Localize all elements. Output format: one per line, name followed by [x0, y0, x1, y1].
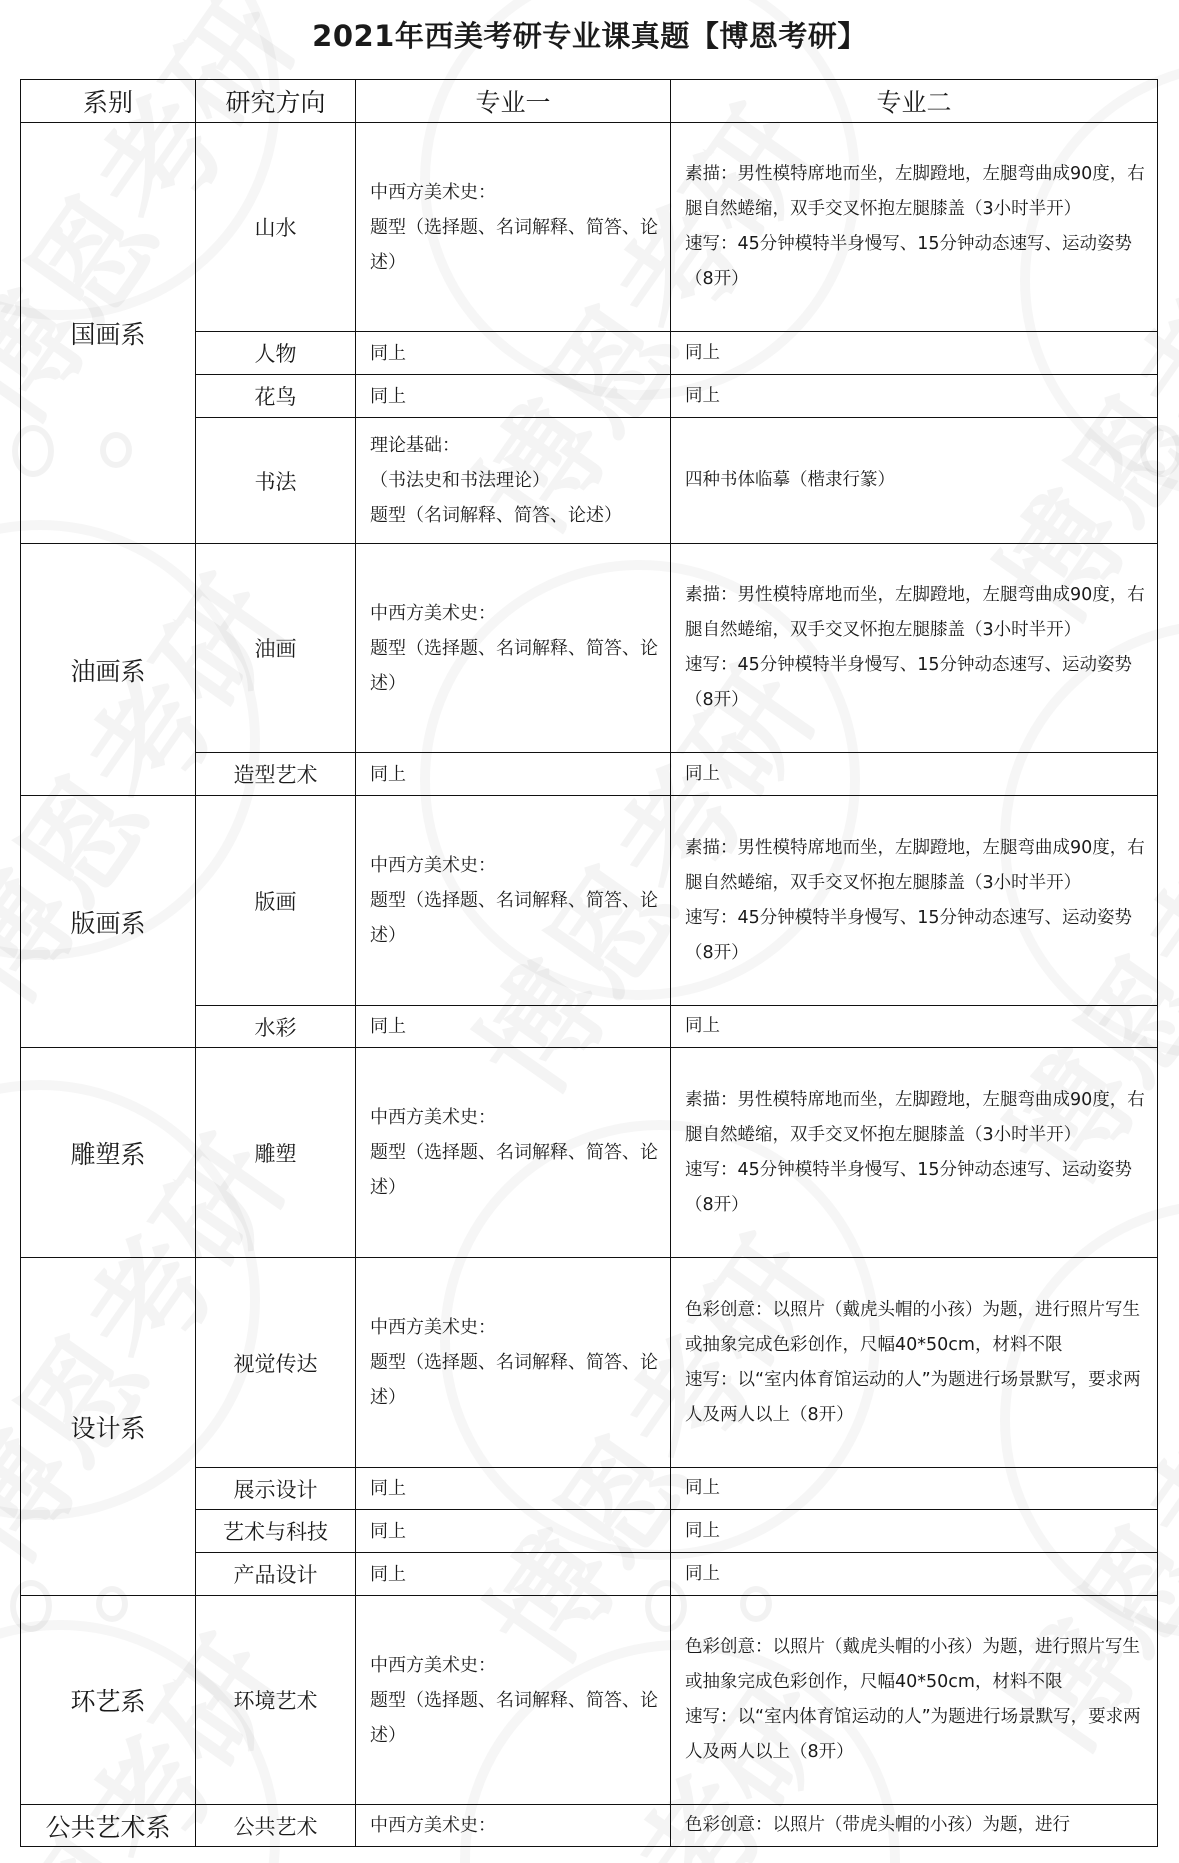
subject2-cell: 同上: [671, 1468, 1158, 1510]
subject2-line: 速写：45分钟模特半身慢写、15分钟动态速写、运动姿势（8开）: [685, 655, 1133, 710]
subject1-line: 题型（名词解释、简答、论述）: [370, 505, 622, 526]
subject1-line: 题型（选择题、名词解释、简答、论述）: [370, 1352, 658, 1408]
subject1-line: 题型（选择题、名词解释、简答、论述）: [370, 890, 658, 946]
direction-cell: 展示设计: [196, 1468, 356, 1510]
subject1-line: 中西方美术史：: [370, 181, 496, 203]
subject1-line: 中西方美术史：: [370, 1654, 496, 1676]
subject2-line: 速写：45分钟模特半身慢写、15分钟动态速写、运动姿势（8开）: [685, 234, 1133, 289]
subject2-line: 素描：男性模特席地而坐，左脚蹬地，左腿弯曲成90度，右腿自然蜷缩，双手交叉怀抱左腿膝盖（3小时半开）: [685, 837, 1145, 893]
direction-cell: 花鸟: [196, 375, 356, 418]
subject1-cell: 同上: [356, 1553, 671, 1596]
subject1-cell: 同上: [356, 332, 671, 375]
subject1-line: 理论基础：: [370, 435, 460, 456]
direction-cell: 山水: [196, 123, 356, 332]
department-cell: 雕塑系: [21, 1048, 196, 1258]
direction-cell: 产品设计: [196, 1553, 356, 1596]
exam-table: [20, 79, 1158, 1847]
subject1-cell: [356, 1258, 671, 1468]
table-row: [21, 1048, 1158, 1258]
subject2-line: 速写：45分钟模特半身慢写、15分钟动态速写、运动姿势（8开）: [685, 1159, 1133, 1215]
department-cell: 环艺系: [21, 1596, 196, 1805]
subject2-cell: 色彩创意：以照片（带虎头帽的小孩）为题，进行: [671, 1805, 1158, 1847]
subject2-line: 色彩创意：以照片（戴虎头帽的小孩）为题，进行照片写生或抽象完成色彩创作，尺幅40*50cm，材料不限: [685, 1299, 1140, 1355]
subject2-cell: [671, 544, 1158, 753]
table-row: [21, 1596, 1158, 1805]
direction-cell: 造型艺术: [196, 753, 356, 796]
header-direction: 研究方向: [196, 80, 356, 123]
subject1-cell: 同上: [356, 1006, 671, 1048]
subject1-cell: 同上: [356, 1510, 671, 1553]
subject2-cell: [671, 1048, 1158, 1258]
direction-cell: 油画: [196, 544, 356, 753]
subject2-line: 速写：45分钟模特半身慢写、15分钟动态速写、运动姿势（8开）: [685, 907, 1133, 963]
direction-cell: 书法: [196, 418, 356, 544]
direction-cell: 环境艺术: [196, 1596, 356, 1805]
subject1-cell: 同上: [356, 753, 671, 796]
subject2-line: 速写：以“室内体育馆运动的人”为题进行场景默写，要求两人及两人以上（8开）: [685, 1369, 1141, 1425]
direction-cell: 艺术与科技: [196, 1510, 356, 1553]
document-title: 2021年西美考研专业课真题【博恩考研】: [312, 19, 867, 53]
subject1-cell: [356, 123, 671, 332]
subject2-cell: 同上: [671, 1510, 1158, 1553]
department-cell: 公共艺术系: [21, 1805, 196, 1847]
subject2-line: 素描：男性模特席地而坐，左脚蹬地，左腿弯曲成90度，右腿自然蜷缩，双手交叉怀抱左腿膝盖（3小时半开）: [685, 1089, 1145, 1145]
subject2-cell: 同上: [671, 332, 1158, 375]
department-cell: 版画系: [21, 796, 196, 1048]
department-cell: 国画系: [21, 123, 196, 544]
direction-cell: 水彩: [196, 1006, 356, 1048]
header-subject2: 专业二: [671, 80, 1158, 123]
table-header-row: [21, 80, 1158, 123]
department-cell: 油画系: [21, 544, 196, 796]
subject1-line: （书法史和书法理论）: [370, 470, 550, 491]
department-cell: 设计系: [21, 1258, 196, 1596]
direction-cell: 版画: [196, 796, 356, 1006]
direction-cell: 人物: [196, 332, 356, 375]
subject2-cell: 同上: [671, 375, 1158, 418]
subject1-cell: 同上: [356, 1468, 671, 1510]
table-row: [21, 123, 1158, 332]
subject2-line: 素描：男性模特席地而坐，左脚蹬地，左腿弯曲成90度，右腿自然蜷缩，双手交叉怀抱左腿膝盖（3小时半开）: [685, 585, 1145, 640]
subject1-line: 题型（选择题、名词解释、简答、论述）: [370, 1142, 658, 1198]
table-row: [21, 796, 1158, 1006]
header-department: 系别: [21, 80, 196, 123]
subject2-cell: [671, 1596, 1158, 1805]
subject1-cell: [356, 544, 671, 753]
subject1-cell: [356, 418, 671, 544]
table-row: [21, 1258, 1158, 1468]
subject2-cell: [671, 123, 1158, 332]
subject2-cell: 同上: [671, 1006, 1158, 1048]
subject2-line: 速写：以“室内体育馆运动的人”为题进行场景默写，要求两人及两人以上（8开）: [685, 1707, 1141, 1762]
subject2-line: 素描：男性模特席地而坐，左脚蹬地，左腿弯曲成90度，右腿自然蜷缩，双手交叉怀抱左腿膝盖（3小时半开）: [685, 164, 1145, 219]
subject1-line: 中西方美术史：: [370, 855, 496, 876]
subject1-cell: 同上: [356, 375, 671, 418]
subject2-cell: 同上: [671, 753, 1158, 796]
subject2-line: 色彩创意：以照片（戴虎头帽的小孩）为题，进行照片写生或抽象完成色彩创作，尺幅40*50cm，材料不限: [685, 1637, 1140, 1692]
direction-cell: 雕塑: [196, 1048, 356, 1258]
subject1-cell: [356, 1596, 671, 1805]
subject1-line: 题型（选择题、名词解释、简答、论述）: [370, 216, 658, 273]
subject1-line: 中西方美术史：: [370, 602, 496, 624]
table-row: [21, 544, 1158, 753]
subject2-cell: [671, 796, 1158, 1006]
subject2-cell: [671, 1258, 1158, 1468]
subject1-line: 题型（选择题、名词解释、简答、论述）: [370, 1689, 658, 1746]
subject1-cell: [356, 1048, 671, 1258]
direction-cell: 视觉传达: [196, 1258, 356, 1468]
subject2-cell: 四种书体临摹（楷隶行篆）: [671, 418, 1158, 544]
direction-cell: 公共艺术: [196, 1805, 356, 1847]
subject1-cell: 中西方美术史：: [356, 1805, 671, 1847]
subject2-cell: 同上: [671, 1553, 1158, 1596]
subject1-line: 中西方美术史：: [370, 1107, 496, 1128]
header-subject1: 专业一: [356, 80, 671, 123]
subject1-line: 题型（选择题、名词解释、简答、论述）: [370, 637, 658, 694]
subject1-line: 中西方美术史：: [370, 1317, 496, 1338]
table-row: [21, 1805, 1158, 1847]
subject1-cell: [356, 796, 671, 1006]
